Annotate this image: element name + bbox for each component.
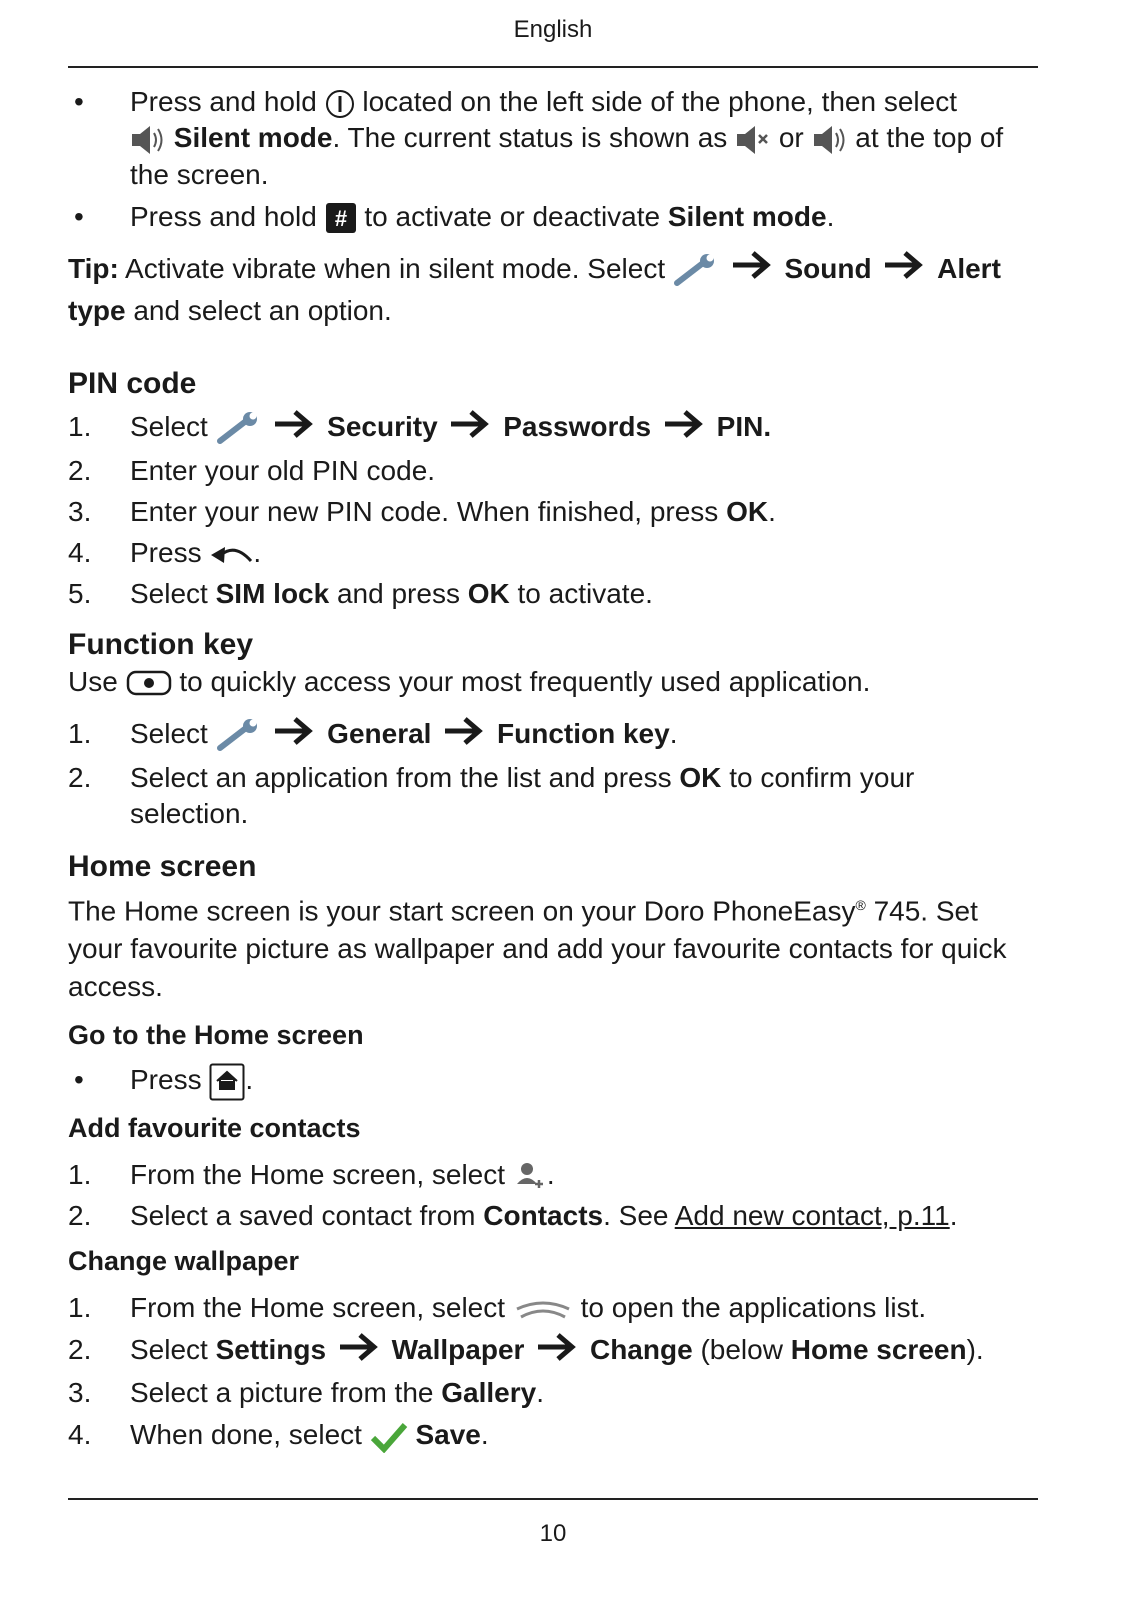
arrow-right-icon: [663, 409, 705, 448]
list-item: • Press and hold located on the left side of the phone, then select Silent mode. The current status is shown as or at the top of the screen.: [74, 86, 1004, 190]
checkmark-icon: [370, 1421, 408, 1453]
header-divider: [68, 66, 1038, 68]
list-item: 1. From the Home screen, select .: [68, 1157, 1038, 1193]
arrow-right-icon: [443, 716, 485, 755]
back-arrow-icon: [209, 541, 253, 567]
page-header: English: [513, 16, 593, 43]
section-heading-function-key: Function key: [68, 627, 254, 661]
subheading-change-wallpaper: Change wallpaper: [68, 1245, 300, 1276]
list-item: 2. Enter your old PIN code.: [68, 454, 436, 486]
list-item: 4. Press .: [68, 536, 262, 568]
section-heading-pin-code: PIN code: [68, 366, 197, 400]
arrow-right-icon: [273, 716, 315, 755]
speaker-icon: [812, 123, 848, 157]
add-contact-icon: [513, 1160, 547, 1192]
bullet-marker: •: [74, 1064, 84, 1096]
page-number: 10: [539, 1520, 567, 1547]
mute-icon: [735, 123, 771, 157]
function-key-icon: [126, 670, 172, 696]
arrow-right-icon: [883, 250, 925, 291]
arrow-right-icon: [536, 1332, 578, 1371]
page-content: [68, 78, 1038, 1453]
arrow-right-icon: [338, 1332, 380, 1371]
list-item: 2. Select a saved contact from Contacts. See Add new contact, p.11.: [68, 1199, 958, 1231]
arrow-right-icon: [273, 409, 315, 448]
list-item: 3. Enter your new PIN code. When finished, press OK.: [68, 495, 776, 527]
list-item: • Press and hold # to activate or deactivate Silent mode.: [68, 199, 1038, 235]
list-item: 2. Select Settings Wallpaper Change (below Home screen).: [68, 1332, 1038, 1371]
hash-key-icon: [325, 202, 357, 234]
list-item: 2. Select an application from the list and press OK to confirm your selection.: [68, 761, 915, 829]
bullet-marker: •: [74, 200, 84, 232]
wrench-icon: [216, 411, 262, 445]
home-key-icon: [209, 1063, 245, 1101]
tip-paragraph: Tip: Activate vibrate when in silent mode. Select Sound Alert type and select an option.: [68, 249, 1038, 331]
footer-divider: [68, 1498, 1038, 1500]
list-item: 5. Select SIM lock and press OK to activate.: [68, 577, 653, 609]
arrow-right-icon: [449, 409, 491, 448]
list-item: 4. When done, select Save.: [68, 1417, 1038, 1453]
bullet-marker: •: [74, 86, 84, 117]
wrench-icon: [216, 718, 262, 752]
paragraph: Use to quickly access your most frequently used application.: [68, 665, 871, 697]
paragraph: The Home screen is your start screen on your Doro PhoneEasy® 745. Set your favourite picture as wallpaper and add your favourite contacts for quick access.: [68, 895, 1007, 1003]
list-item: • Press .: [68, 1062, 1038, 1101]
subheading-go-to-home: Go to the Home screen: [68, 1020, 364, 1051]
power-icon: [325, 89, 355, 119]
list-item: 1. From the Home screen, select to open the applications list.: [68, 1291, 927, 1323]
arrow-right-icon: [731, 250, 773, 291]
speaker-icon: [130, 123, 166, 157]
subheading-add-favourite-contacts: Add favourite contacts: [68, 1112, 361, 1143]
list-item: 1. Select General Function key.: [68, 716, 1038, 755]
list-item: 1. Select Security Passwords PIN.: [68, 409, 1038, 448]
svg-text:#: #: [334, 206, 347, 232]
wrench-icon: [673, 253, 719, 287]
list-item: 3. Select a picture from the Gallery.: [68, 1376, 544, 1408]
section-heading-home-screen: Home screen: [68, 849, 257, 883]
add-new-contact-link[interactable]: Add new contact, p.11: [674, 1199, 950, 1231]
app-list-icon: [513, 1297, 573, 1321]
